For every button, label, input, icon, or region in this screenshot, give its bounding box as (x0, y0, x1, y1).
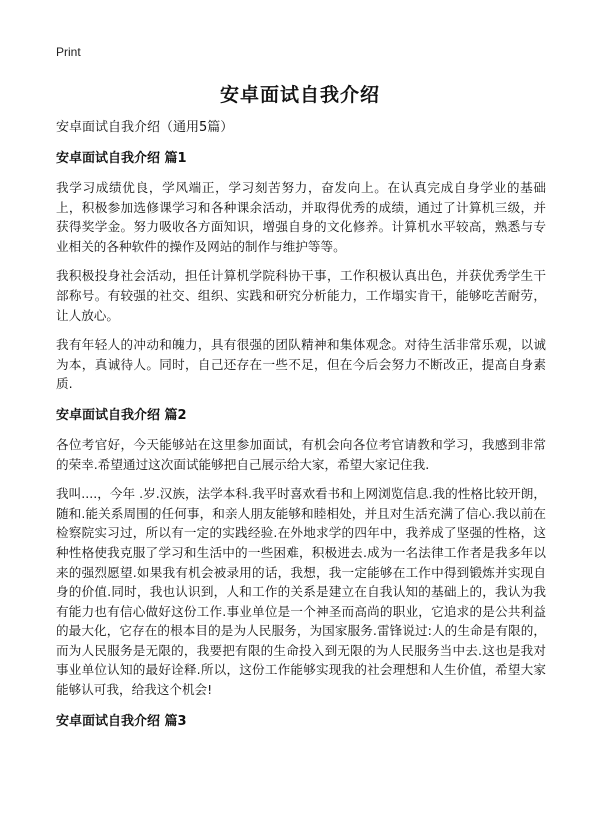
print-label[interactable]: Print (56, 45, 81, 59)
document-title: 安卓面试自我介绍 (219, 84, 380, 106)
section-3 (56, 712, 546, 732)
paragraph: 各位考官好，今天能够站在这里参加面试，有机会向各位考官请教和学习，我感到非常的荣幸.希望通过这次面试能够把自己展示给大家，希望大家记住我. (56, 436, 546, 472)
section-heading: 安卓面试自我介绍 篇3 (56, 713, 187, 729)
paragraph: 我学习成绩优良，学风端正，学习刻苦努力，奋发向上。在认真完成自身学业的基础上，积极参加选修课学习和各种课余活动，并取得优秀的成绩，通过了计算机三级，并获得奖学金。努力吸收各方面知识，增强自身的文化修养。计算机水平较高，熟悉与专业相关的各种软件的操作及网站的制作与维护等等。 (56, 180, 546, 254)
document-subtitle: 安卓面试自我介绍（通用5篇） (56, 120, 234, 135)
document-body (56, 118, 546, 741)
section-2 (56, 406, 546, 700)
section-heading: 安卓面试自我介绍 篇2 (56, 407, 187, 423)
section-heading: 安卓面试自我介绍 篇1 (56, 151, 187, 166)
paragraph: 我叫....，今年 .岁.汉族，法学本科.我平时喜欢看书和上网浏览信息.我的性格比较开朗，随和.能关系周围的任何事，和亲人朋友能够和睦相处，并且对生活充满了信心.我以前在检察院实习过，所以有一定的实践经验.在外地求学的四年中，我养成了坚强的性格，这种性格使我克服了学习和生活中的一些困难，积极进去.成为一名法律工作者是我多年以来的强烈愿望.如果我有机会被录用的话，我想，我一定能够在工作中得到锻炼并实现自身的价值.同时，我也认识到，人和工作的关系是建立在自我认知的基础上的，我认为我有能力也有信心做好这份工作.事业单位是一个神圣而高尚的职业，它追求的是公共利益的最大化，它存在的根本目的是为人民服务，为国家服务.雷锋说过:人的生命是有限的，而为人民服务是无限的，我要把有限的生命投入到无限的为人民服务当中去.这也是我对事业单位认知的最好诠释.所以，这份工作能够实现我的社会理想和人生价值，希望大家能够认可我，给我这个机会! (56, 486, 546, 698)
paragraph: 我有年轻人的冲动和魄力，具有很强的团队精神和集体观念。对待生活非常乐观，以诚为本，真诚待人。同时，自己还存在一些不足，但在今后会努力不断改正，提高自身素质. (56, 337, 546, 392)
section-1 (56, 149, 546, 394)
paragraph: 我积极投身社会活动，担任计算机学院科协干事，工作积极认真出色，并获优秀学生干部称号。有较强的社交、组织、实践和研究分析能力，工作塌实肯干，能够吃苦耐劳，让人放心。 (56, 268, 546, 323)
